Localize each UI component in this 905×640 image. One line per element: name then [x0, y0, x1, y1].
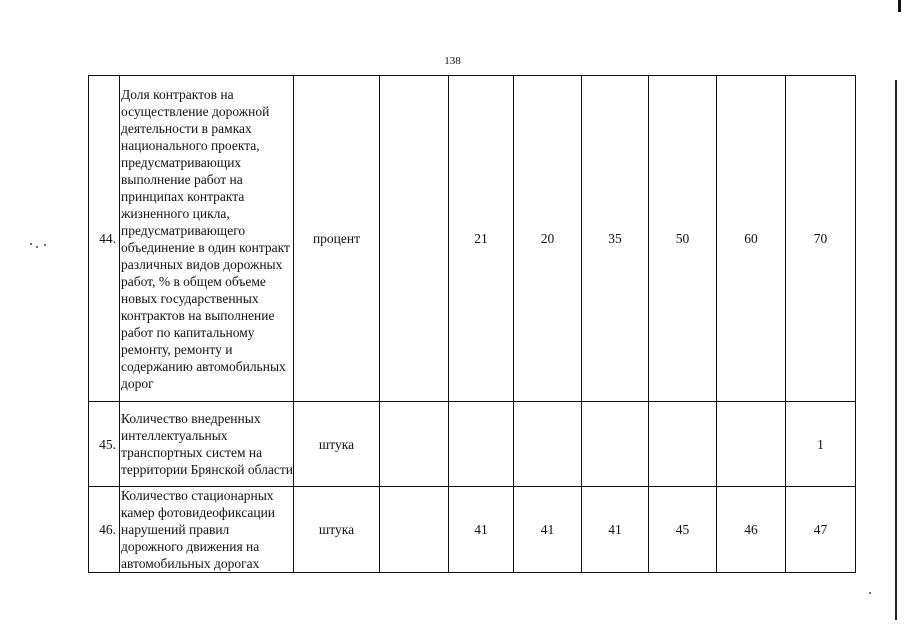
scan-edge-mark — [898, 0, 901, 12]
value-cell: 50 — [649, 76, 717, 402]
value-cell: 20 — [514, 76, 582, 402]
value-cell: 45 — [649, 487, 717, 573]
indicator-name: Количество стационарных камер фотовидеофиксации нарушений правил дорожного движения на автомобильных дорогах — [120, 487, 294, 573]
unit-cell: процент — [294, 76, 380, 402]
row-number: 44. — [89, 76, 120, 402]
value-cell — [649, 402, 717, 487]
value-cell: 21 — [449, 76, 514, 402]
value-cell: 47 — [786, 487, 856, 573]
indicator-name: Доля контрактов на осуществление дорожной деятельности в рамках национального проекта, предусматривающих выполнение работ на принципах контракта жизненного цикла, предусматривающего объединение в один контракт различных видов дорожных работ, % в общем объеме новых государственных контрактов на выполнение работ по капитальному ремонту, ремонту и содержанию автомобильных дорог — [120, 76, 294, 402]
row-number: 46. — [89, 487, 120, 573]
indicators-table — [88, 75, 856, 573]
value-cell: 41 — [582, 487, 649, 573]
table-row — [89, 402, 856, 487]
scan-speck — [44, 244, 46, 246]
value-cell: 41 — [449, 487, 514, 573]
value-cell — [514, 402, 582, 487]
scan-speck — [30, 243, 32, 245]
table-row — [89, 487, 856, 573]
scan-speck — [869, 592, 871, 594]
row-number: 45. — [89, 402, 120, 487]
value-cell: 41 — [514, 487, 582, 573]
value-cell — [717, 402, 786, 487]
value-cell — [380, 402, 449, 487]
value-cell: 46 — [717, 487, 786, 573]
unit-cell: штука — [294, 402, 380, 487]
indicator-name: Количество внедренных интеллектуальных транспортных систем на территории Брянской области — [120, 402, 294, 487]
value-cell: 70 — [786, 76, 856, 402]
unit-cell: штука — [294, 487, 380, 573]
value-cell — [449, 402, 514, 487]
value-cell: 35 — [582, 76, 649, 402]
scan-speck — [36, 246, 38, 248]
value-cell — [380, 487, 449, 573]
value-cell — [582, 402, 649, 487]
table-row — [89, 76, 856, 402]
value-cell: 60 — [717, 76, 786, 402]
scan-edge-line — [895, 80, 897, 620]
value-cell: 1 — [786, 402, 856, 487]
page-number: 138 — [444, 55, 461, 67]
value-cell — [380, 76, 449, 402]
